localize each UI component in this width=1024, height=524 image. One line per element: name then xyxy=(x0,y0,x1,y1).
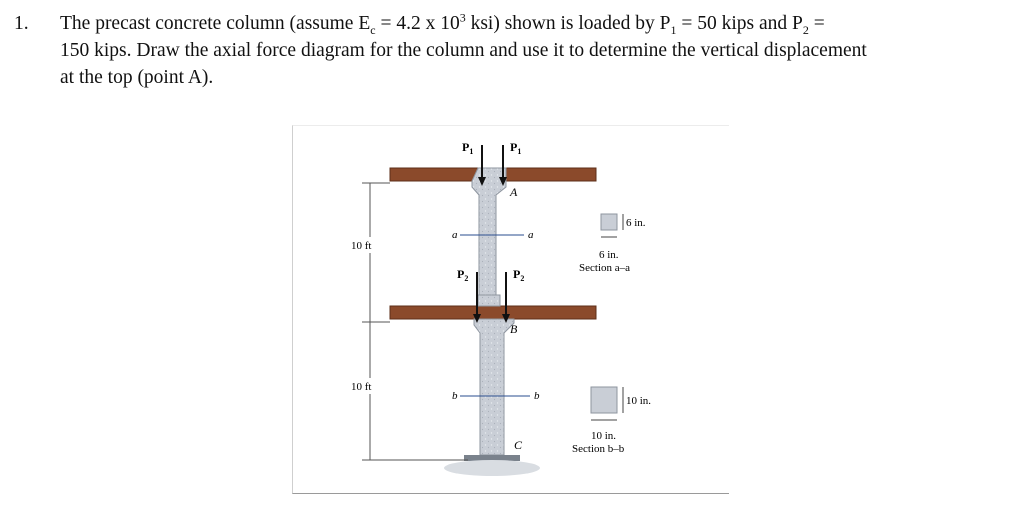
cut-b-left-label: b xyxy=(452,390,458,402)
column-joint xyxy=(478,295,500,306)
lower-beam xyxy=(390,306,596,319)
problem-line-2: 150 kips. Draw the axial force diagram for the column and use it to determine the vertical displacement xyxy=(60,40,867,61)
point-b-label: B xyxy=(510,322,518,336)
p2-left-label: $P_2$ xyxy=(457,267,469,283)
superscript-3: 3 xyxy=(459,10,466,25)
problem-text xyxy=(60,10,1014,91)
section-bb-title: Section b–b xyxy=(572,443,625,455)
p2-right-label: $P_2$ xyxy=(513,267,525,283)
problem-text-part: = 50 kips and P xyxy=(676,13,803,34)
problem-number: 1. xyxy=(14,13,29,34)
cut-a-left-label: a xyxy=(452,229,458,241)
point-a-label: A xyxy=(510,185,518,199)
section-aa-square xyxy=(601,214,617,230)
section-bb-bottom-label: 10 in. xyxy=(591,430,617,442)
section-bb-square xyxy=(591,387,617,413)
section-aa-title: Section a–a xyxy=(579,262,631,274)
subscript-1: 1 xyxy=(670,22,677,37)
dim-lower-label: 10 ft xyxy=(351,381,372,393)
section-aa-bottom-label: 6 in. xyxy=(599,249,619,261)
problem-line-3: at the top (point A). xyxy=(60,67,214,88)
problem-text-part: = xyxy=(808,13,825,34)
subscript-2: 2 xyxy=(802,22,809,37)
problem-text-part: ksi) shown is loaded by P xyxy=(465,13,671,34)
p1-left-label: $P_1$ xyxy=(462,140,474,156)
problem-text-part: The precast concrete column (assume E xyxy=(60,13,371,34)
lower-column xyxy=(474,319,514,455)
foundation xyxy=(444,460,540,476)
cut-a-right-label: a xyxy=(528,229,534,241)
column-figure xyxy=(292,125,728,492)
point-c-label: C xyxy=(514,438,523,452)
cut-b-right-label: b xyxy=(534,390,540,402)
subscript-c: c xyxy=(370,22,376,37)
problem-text-part: = 4.2 x 10 xyxy=(375,13,460,34)
dim-upper-label: 10 ft xyxy=(351,240,372,252)
p1-right-label: $P_1$ xyxy=(510,140,522,156)
problem-line-1 xyxy=(60,10,1014,37)
section-bb-side-label: 10 in. xyxy=(626,395,652,407)
section-aa-side-label: 6 in. xyxy=(626,217,646,229)
